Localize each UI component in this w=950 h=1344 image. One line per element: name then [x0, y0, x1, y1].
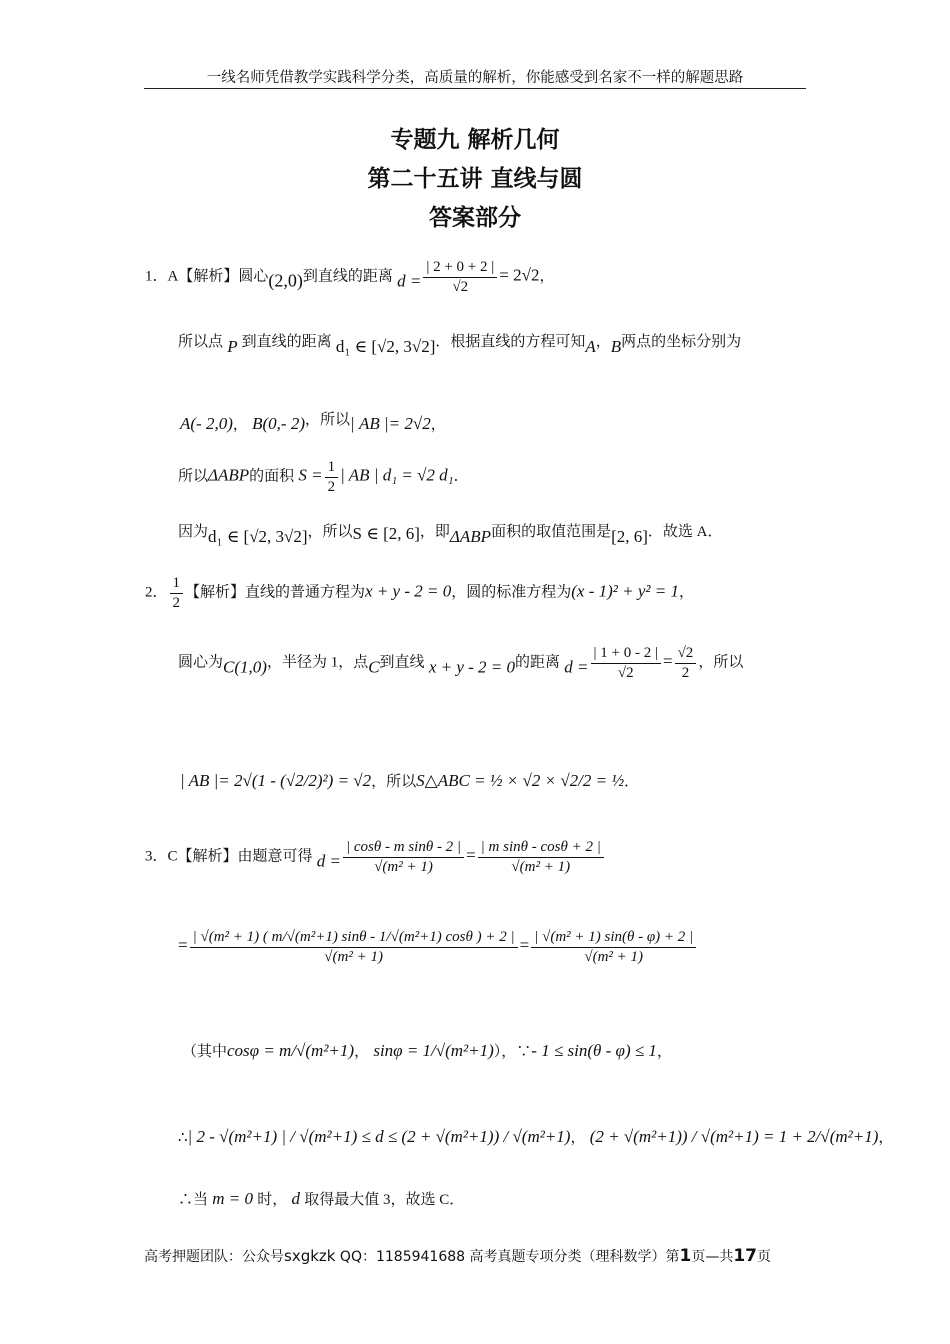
q3-fraction-2: $\frac{\text{| m sinθ - cosθ + 2 |}}{\text{√(m² + 1)}}$: [478, 838, 604, 877]
footer: 高考押题团队：公众号sxgkzk QQ：1185941688 高考真题专项分类（理科数学）第1页—共17页: [144, 1246, 772, 1266]
topic-title: 专题九 解析几何: [390, 127, 560, 153]
q1-line1: 1．A【解析】圆心(2,0)到直线的距离 d = $\frac{| 2 + 0 + 2 |}{√2}$ = 2√2，: [145, 259, 555, 295]
q3-fraction-3: $\frac{\text{| √(m² + 1) ( m/√(m²+1) sinθ - 1/√(m²+1) cosθ ) + 2 |}}{\text{√(m² + 1)}}$: [190, 928, 518, 967]
q2-result-fraction: $\frac{√2}{2}$: [675, 644, 697, 683]
lecture-title: 第二十五讲 直线与圆: [367, 166, 583, 192]
q3-fraction-1: $\frac{\text{| cosθ - m sinθ - 2 |}}{\text{√(m² + 1)}}$: [343, 838, 464, 877]
q2-answer-fraction: $\frac{1}{2}$: [170, 574, 184, 613]
q3-line3: （其中cosφ = m/√(m²+1)， sinφ = 1/√(m²+1)），∵- 1 ≤ sin(θ - φ) ≤ 1，: [182, 1041, 672, 1060]
q1-line2: 所以点 P 到直线的距离 d₁ ∈ [√2, 3√2]．根据直线的方程可知A，B两点的坐标分别为: [178, 334, 742, 356]
q2-line2: 圆心为C(1,0)，半径为 1，点C到直线 x + y - 2 = 0的距离 d = $\frac{| 1 + 0 - 2 |}{√2}$ = $\frac{√2}{2}$ ，所以: [178, 645, 744, 681]
q3-line1: 3．C【解析】由题意可得 d = $\frac{\text{| cosθ - m sinθ - 2 |}}{\text{√(m² + 1)}}$ = $\frac{\text{| m sinθ - cosθ + 2 |}}{\text{√(m² + 1)}}$: [145, 838, 606, 877]
q3-line4: ∴| 2 - √(m²+1) | / √(m²+1) ≤ d ≤ (2 + √(m²+1)) / √(m²+1)， (2 + √(m²+1)) / √(m²+1) = 1 + 2/√(m²+1)，: [178, 1127, 894, 1146]
q2-distance-fraction: $\frac{| 1 + 0 - 2 |}{√2}$: [591, 644, 661, 683]
header-slogan: 一线名师凭借教学实践科学分类，高质量的解析，你能感受到名家不一样的解题思路: [206, 70, 744, 86]
header-rule: [144, 88, 806, 89]
q3-line2: = $\frac{\text{| √(m² + 1) ( m/√(m²+1) sinθ - 1/√(m²+1) cosθ ) + 2 |}}{\text{√(m² + 1)}}$ = $\frac{\text{| √(m² + 1) sin(θ - φ) + 2 |}}{\text{√(m² + 1)}}$: [178, 928, 698, 967]
q2-line1: 2． $\frac{1}{2}$ 【解析】直线的普通方程为x + y - 2 = 0，圆的标准方程为(x - 1)² + y² = 1，: [145, 575, 694, 611]
q1-line5: 因为d₁ ∈ [√2, 3√2]，所以S ∈ [2, 6]，即ΔABP面积的取值范围是[2, 6]．故选 A．: [178, 524, 723, 546]
answers-title: 答案部分: [429, 205, 521, 231]
q2-line3: | AB |= 2√(1 - (√2/2)²) = √2，所以S△ABC = ½ × √2 × √2/2 = ½．: [180, 771, 640, 790]
q3-fraction-4: $\frac{\text{| √(m² + 1) sin(θ - φ) + 2 |}}{\text{√(m² + 1)}}$: [531, 928, 696, 967]
q1-half-fraction: $\frac{1}{2}$: [325, 458, 339, 497]
q3-line5: ∴当 m = 0 时， d 取得最大值 3，故选 C．: [178, 1189, 465, 1208]
q1-distance-fraction: $\frac{| 2 + 0 + 2 |}{√2}$: [423, 258, 497, 297]
q1-line4: 所以ΔABP的面积 S = $\frac{1}{2}$ | AB | d₁ = √2 d₁．: [178, 459, 469, 495]
q1-line3: A(- 2,0)， B(0,- 2)，所以| AB |= 2√2，: [180, 412, 446, 433]
